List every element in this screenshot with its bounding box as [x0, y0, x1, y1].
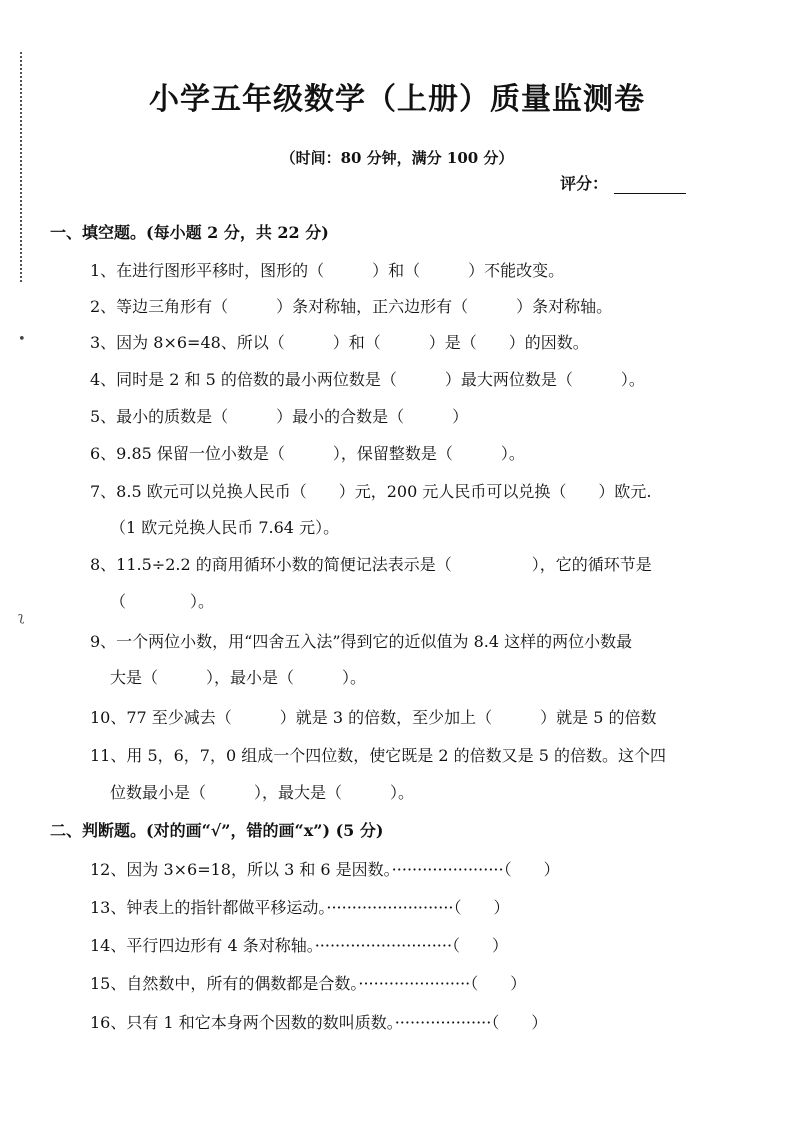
- question-11-continued: 位数最小是（ ），最大是（ ）。: [110, 783, 415, 802]
- question-2: 2、等边三角形有（ ）条对称轴，正六边形有（ ）条对称轴。: [90, 297, 613, 316]
- question-10: 10、77 至少减去（ ）就是 3 的倍数，至少加上（ ）就是 5 的倍数: [90, 708, 657, 727]
- score-blank-line[interactable]: [614, 179, 686, 194]
- question-8-continued: （ ）。: [110, 592, 215, 611]
- score-field: [560, 171, 686, 194]
- scan-mark: •: [18, 332, 26, 347]
- question-4: 4、同时是 2 和 5 的倍数的最小两位数是（ ）最大两位数是（ ）。: [90, 370, 645, 389]
- question-16: 16、只有 1 和它本身两个因数的数叫质数。···················（ ）: [90, 1013, 548, 1032]
- question-6: 6、9.85 保留一位小数是（ ），保留整数是（ ）。: [90, 444, 525, 463]
- question-3: 3、因为 8×6=48、所以（ ）和（ ）是（ ）的因数。: [90, 333, 589, 352]
- question-9-continued: 大是（ ），最小是（ ）。: [110, 668, 367, 687]
- question-7: 7、8.5 欧元可以兑换人民币（ ）元，200 元人民币可以兑换（ ）欧元.: [90, 482, 652, 501]
- question-7-note: （1 欧元兑换人民币 7.64 元）。: [110, 518, 340, 537]
- question-14: 14、平行四边形有 4 条对称轴。···························（ ）: [90, 936, 509, 955]
- section-heading-fill-in: 一、填空题。(每小题 2 分，共 22 分): [50, 223, 329, 242]
- question-13: 13、钟表上的指针都做平移运动。·························（ ）: [90, 898, 510, 917]
- exam-info: （时间：80 分钟，满分 100 分）: [280, 149, 514, 167]
- question-5: 5、最小的质数是（ ）最小的合数是（ ）: [90, 407, 469, 426]
- scan-mark: ʅ: [18, 610, 25, 625]
- question-1: 1、在进行图形平移时，图形的（ ）和（ ）不能改变。: [90, 261, 565, 280]
- section-heading-true-false: 二、判断题。(对的画“√”，错的画“x”) (5 分): [50, 821, 384, 840]
- score-label: 评分：: [560, 174, 609, 193]
- question-9: 9、一个两位小数，用“四舍五入法”得到它的近似值为 8.4 这样的两位小数最: [90, 632, 633, 651]
- question-11: 11、用 5，6，7，0 组成一个四位数，使它既是 2 的倍数又是 5 的倍数。这个四: [90, 746, 666, 765]
- question-12: 12、因为 3×6=18，所以 3 和 6 是因数。······················（ ）: [90, 860, 560, 879]
- question-15: 15、自然数中，所有的偶数都是合数。······················（ ）: [90, 974, 527, 993]
- page-title: 小学五年级数学（上册）质量监测卷: [149, 82, 645, 117]
- question-8: 8、11.5÷2.2 的商用循环小数的简便记法表示是（ ），它的循环节是: [90, 555, 652, 574]
